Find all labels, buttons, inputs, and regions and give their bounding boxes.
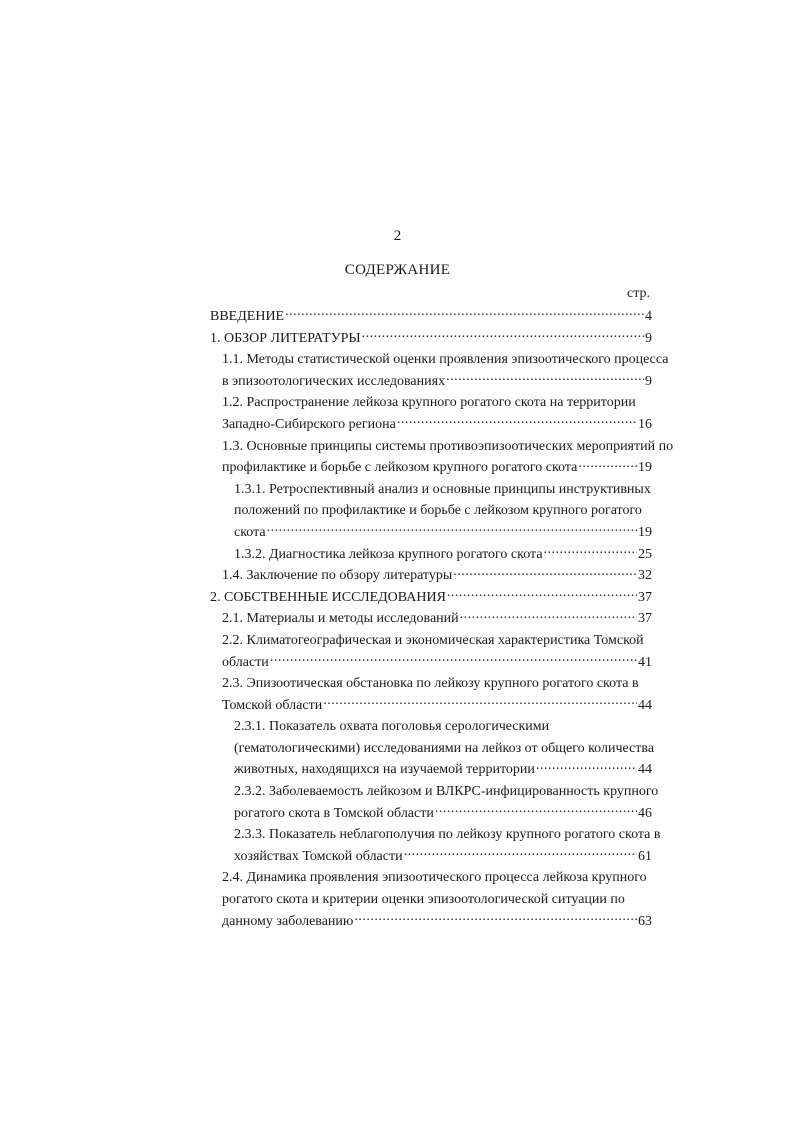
toc-entry-text: (гематологическими) исследованиями на лейкоз от общего количества (234, 740, 655, 756)
toc-leader-dots (447, 587, 637, 601)
toc-entry (234, 544, 652, 566)
toc-entry-text: 2.3.2. Заболеваемость лейкозом и ВЛКРС-инфицированность крупного (234, 784, 659, 800)
toc-leader-dots (362, 328, 644, 342)
toc-leader-dots (435, 803, 637, 817)
toc-page-number: 19 (638, 524, 652, 540)
toc-leader-dots (536, 759, 637, 773)
toc-entry-text: 2.3.3. Показатель неблагополучия по лейкозу крупного рогатого скота в (234, 827, 661, 843)
toc-entry-text: Западно-Сибирского региона (222, 416, 396, 432)
toc-entry (234, 479, 652, 544)
toc-entry (222, 565, 652, 587)
toc-entry-text: 1.3.2. Диагностика лейкоза крупного рогатого скота (234, 546, 543, 562)
toc-entry (222, 673, 652, 716)
toc-entry (210, 587, 652, 609)
toc-entry-text: 1.3. Основные принципы системы противоэпизоотических мероприятий по (222, 438, 674, 454)
toc-leader-dots (354, 911, 637, 925)
toc-entry (222, 392, 652, 435)
toc-leader-dots (397, 414, 637, 428)
toc-page-number: 37 (638, 589, 652, 605)
toc-entry-text: данному заболеванию (222, 913, 354, 929)
toc-entry-text: 2.3. Эпизоотическая обстановка по лейкозу крупного рогатого скота в (222, 676, 639, 692)
toc-entry (222, 349, 669, 392)
page-number: 2 (393, 228, 402, 244)
toc-page-number: 37 (638, 611, 652, 627)
toc-page-number: 4 (645, 309, 652, 324)
toc-entry-text: 2.1. Материалы и методы исследований (222, 611, 459, 627)
toc-leader-dots (323, 695, 637, 709)
toc-leader-dots (285, 306, 644, 320)
toc-entry-text: 2.4. Динамика проявления эпизоотического процесса лейкоза крупного (222, 870, 647, 886)
toc-entry-text: Томской области (222, 697, 323, 713)
toc-leader-dots (578, 457, 637, 471)
toc-entry-text: 1.1. Методы статистической оценки проявления эпизоотического процесса (222, 352, 669, 368)
toc-page-number: 9 (645, 373, 652, 389)
toc-leader-dots (270, 652, 637, 666)
toc-leader-dots (446, 371, 644, 385)
toc-entry-text: ВВЕДЕНИЕ (210, 309, 285, 324)
toc-entry-text: 1. ОБЗОР ЛИТЕРАТУРЫ (210, 330, 361, 346)
toc-entry (210, 328, 652, 350)
toc-entry-text: рогатого скота в Томской области (234, 805, 434, 821)
toc-entry-text: 1.2. Распространение лейкоза крупного рогатого скота на территории (222, 395, 636, 411)
toc-entry-text: скота (234, 524, 266, 540)
toc-page-number: 44 (638, 762, 652, 778)
toc-entry (222, 608, 652, 630)
toc-entry-text: положений по профилактике и борьбе с лейкозом крупного рогатого (234, 503, 642, 519)
toc-entry-text: 2.3.1. Показатель охвата поголовья серологическими (234, 719, 550, 735)
toc-page-number: 61 (638, 848, 652, 864)
toc-page-number: 41 (638, 654, 652, 670)
toc-entry (234, 781, 659, 824)
toc-page-number: 16 (638, 416, 652, 432)
toc-page-number: 19 (638, 460, 652, 476)
toc-entry-text: рогатого скота и критерии оценки эпизоотологической ситуации по (222, 892, 625, 908)
toc-page-number: 32 (638, 568, 652, 584)
toc-entry (222, 867, 652, 932)
toc-entry-text: 1.3.1. Ретроспективный анализ и основные принципы инструктивных (234, 481, 651, 497)
toc-page-number: 46 (638, 805, 652, 821)
toc-page-number: 44 (638, 697, 652, 713)
toc-entry-text: 2.2. Климатогеографическая и экономическая характеристика Томской (222, 632, 644, 648)
toc-entry (222, 436, 674, 479)
toc-entry-text: 1.4. Заключение по обзору литературы (222, 568, 453, 584)
toc-entry-text: хозяйствах Томской области (234, 848, 403, 864)
toc-entry (234, 716, 655, 781)
toc-page-number: 25 (638, 546, 652, 562)
toc-leader-dots (267, 522, 637, 536)
toc-entry-text: в эпизоотологических исследованиях (222, 373, 446, 389)
toc-entry (234, 824, 661, 867)
table-of-contents (210, 306, 674, 932)
toc-leader-dots (460, 608, 637, 622)
toc-page-number: 9 (645, 330, 652, 346)
toc-entry (210, 306, 652, 328)
toc-entry-text: области (222, 654, 269, 670)
toc-entry-text: 2. СОБСТВЕННЫЕ ИССЛЕДОВАНИЯ (210, 589, 446, 605)
toc-leader-dots (404, 846, 637, 860)
page-title: СОДЕРЖАНИЕ (344, 262, 451, 278)
page-column-label: стр. (626, 286, 650, 301)
toc-entry-text: профилактике и борьбе с лейкозом крупного рогатого скота (222, 460, 578, 476)
toc-page-number: 63 (638, 913, 652, 929)
toc-leader-dots (453, 565, 637, 579)
toc-entry (222, 630, 652, 673)
toc-leader-dots (544, 544, 637, 558)
toc-entry-text: животных, находящихся на изучаемой территории (234, 762, 535, 778)
